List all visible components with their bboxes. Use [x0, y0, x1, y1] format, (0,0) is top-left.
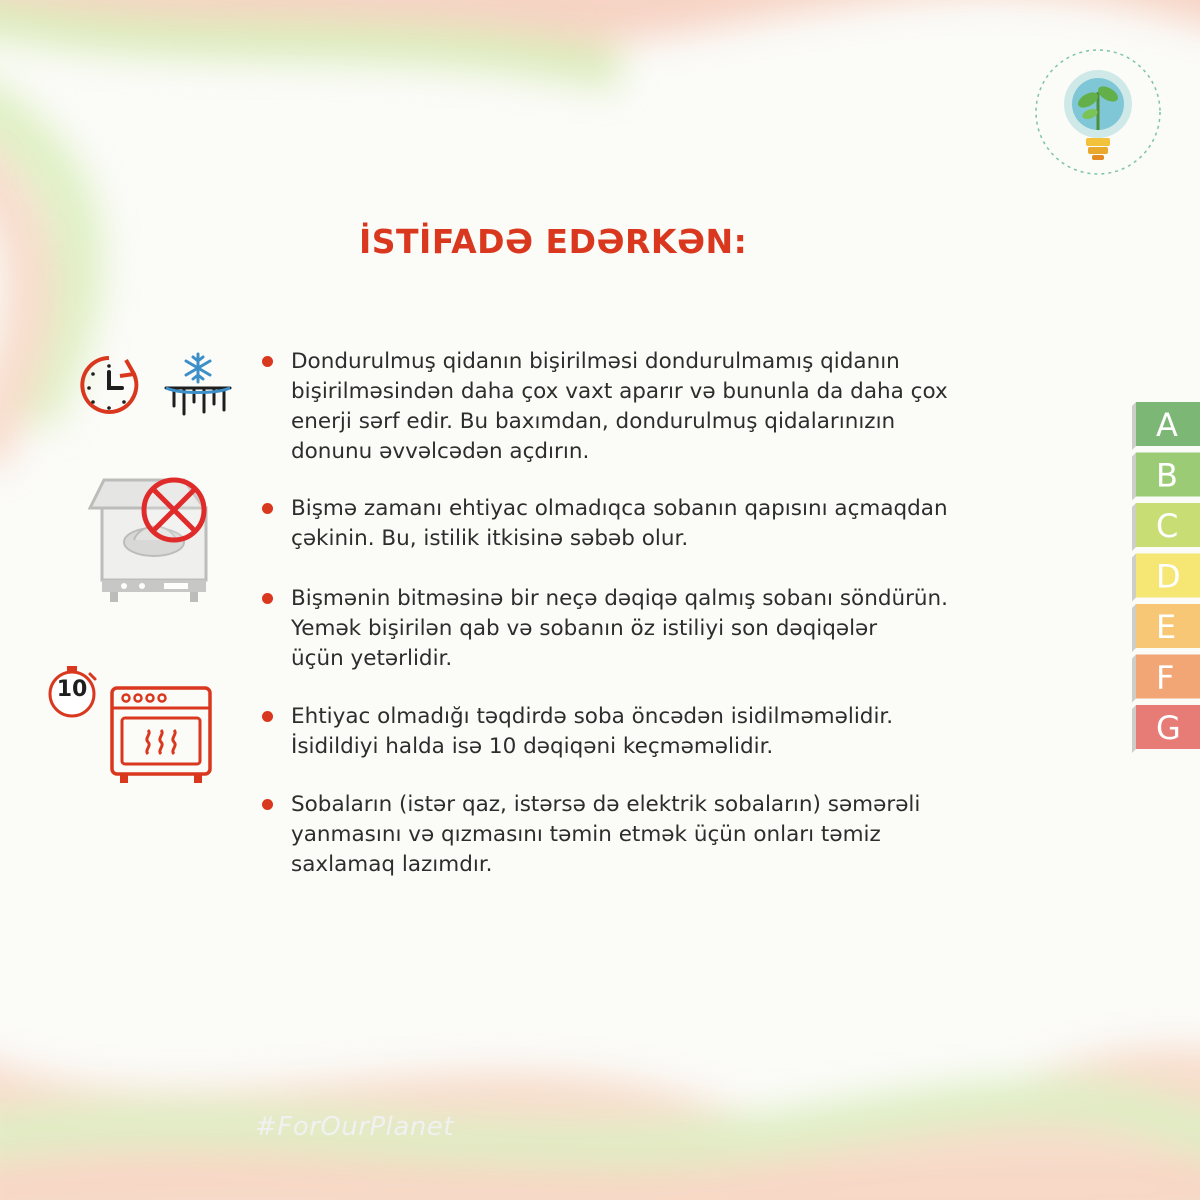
bullet — [262, 711, 273, 722]
energy-bar-label: B — [1156, 456, 1178, 495]
oven-heating-icon — [108, 684, 214, 786]
energy-bar-f — [1132, 655, 1200, 703]
tip-text: Dondurulmuş qidanın bişirilməsi dondurulmamış qidanın bişirilməsindən daha çox vaxt aparır və bununla da daha çox enerji sərf edir. Bu baxımdan, dondurulmuş qidalarınızın donunu əvvəlcədən açdırın. — [291, 349, 948, 464]
page-title: İSTİFADƏ EDƏRKƏN: — [359, 222, 748, 261]
bullet — [262, 503, 273, 514]
oven-door-open-prohibited-icon — [84, 470, 216, 620]
energy-bar-e — [1132, 604, 1200, 652]
energy-bar-label: D — [1156, 557, 1181, 596]
energy-bar-g — [1132, 705, 1200, 753]
energy-bar-d — [1132, 554, 1200, 602]
energy-bar-label: G — [1156, 709, 1181, 747]
energy-bar-label: A — [1156, 406, 1178, 444]
hashtag: #ForOurPlanet — [255, 1112, 454, 1142]
snowflake-icon — [160, 348, 236, 420]
energy-bar-c — [1132, 503, 1200, 551]
energy-bar-label: C — [1156, 507, 1179, 545]
bullet — [262, 799, 273, 810]
list-item — [262, 494, 1102, 554]
energy-rating-scale — [1110, 400, 1200, 790]
timer-value: 10 — [56, 677, 88, 702]
energy-bar-a — [1132, 402, 1200, 450]
energy-bar-label: E — [1156, 608, 1177, 646]
energy-bar-b — [1132, 453, 1200, 501]
list-item — [262, 702, 1102, 762]
list-item — [262, 347, 1102, 467]
tip-text: Bişmənin bitməsinə bir neçə dəqiqə qalmış sobanı söndürün. Yemək bişirilən qab və sobanın öz istiliyi son dəqiqələr üçün yetərlidir. — [291, 586, 949, 671]
tip-text: Ehtiyac olmadığı təqdirdə soba öncədən isidilməməlidir. İsidildiyi halda isə 10 dəqiqəni keçməməlidir. — [291, 704, 894, 759]
energy-bar-label: F — [1156, 658, 1175, 697]
tip-text: Bişmə zamanı ehtiyac olmadıqca sobanın qapısını açmaqdan çəkinin. Bu, istilik itkisinə səbəb olur. — [291, 496, 948, 551]
lightbulb-with-plant-logo — [1028, 42, 1168, 182]
clock-refresh-icon — [76, 352, 142, 418]
list-item — [262, 584, 1102, 674]
bullet — [262, 356, 273, 367]
bullet — [262, 593, 273, 604]
list-item — [262, 790, 1102, 880]
tip-text: Sobaların (istər qaz, istərsə də elektrik sobaların) səmərəli yanmasını və qızmasını təmin etmək üçün onları təmiz saxlamaq lazımdır. — [291, 792, 921, 877]
